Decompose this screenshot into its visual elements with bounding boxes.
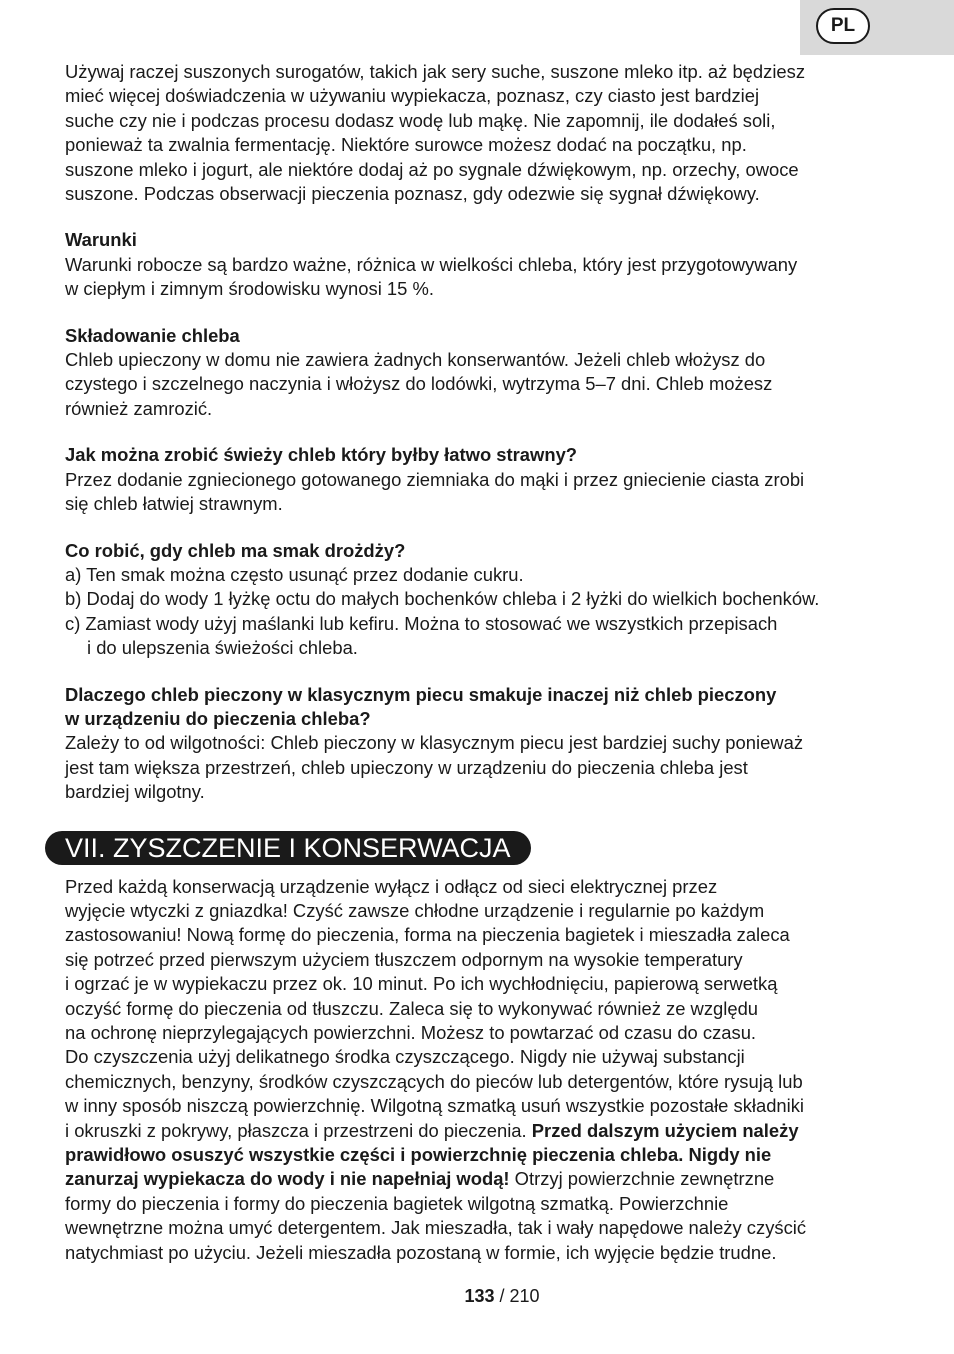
list-item-continuation: i do ulepszenia świeżości chleba. <box>87 637 358 659</box>
text-line: i ogrzać je w wypiekaczu przez ok. 10 minut. Po ich wychłodnięciu, papierową serwetką <box>65 973 778 995</box>
list-item: c) Zamiast wody użyj maślanki lub kefiru. Można to stosować we wszystkich przepisach <box>65 612 778 634</box>
language-badge: PL <box>816 8 870 44</box>
page-content <box>65 60 895 1265</box>
text-line: ponieważ ta zwalnia fermentację. Niektóre surowce możesz dodać na początku, np. <box>65 134 747 156</box>
section-paragraph <box>65 875 895 1266</box>
text-line: oczyść formę do pieczenia od tłuszczu. Zaleca się to wykonywać również ze względu <box>65 997 759 1019</box>
heading-drozdzy: Co robić, gdy chleb ma smak drożdży? <box>65 539 406 561</box>
text-line <box>65 1167 895 1191</box>
text-bold-warning: prawidłowo osuszyć wszystkie części i powierzchnię pieczenia chleba. Nigdy nie <box>65 1144 772 1166</box>
text-line: natychmiast po użyciu. Jeżeli mieszadła pozostaną w formie, ich wyjęcie będzie trudne. <box>65 1241 777 1263</box>
current-page: 133 <box>464 1286 495 1306</box>
heading-warunki: Warunki <box>65 229 137 251</box>
text-line: na ochronę nieprzylegających powierzchni. Możesz to powtarzać od czasu do czasu. <box>65 1022 757 1043</box>
text-line: Przez dodanie zgniecionego gotowanego ziemniaka do mąki i przez gniecienie ciasta zrobi <box>65 468 805 490</box>
text-normal: Otrzyj powierzchnie zewnętrzne <box>509 1168 775 1190</box>
text-line: mieć więcej doświadczenia w używaniu wypiekacza, poznasz, czy ciasto jest bardziej <box>65 85 760 107</box>
text-bold-warning: Przed dalszym użyciem należy <box>531 1119 799 1141</box>
text-line: Przed każdą konserwacją urządzenie wyłącz i odłącz od sieci elektrycznej przez <box>65 875 718 897</box>
text-line: Używaj raczej suszonych surogatów, takich jak sery suche, suszone mleko itp. aż będziesz <box>65 61 806 82</box>
text-line <box>65 1119 895 1143</box>
text-line: suszone. Podczas obserwacji pieczenia poznasz, gdy odezwie się sygnał dźwiękowy. <box>65 183 760 205</box>
text-line: się chleb łatwiej strawnym. <box>65 493 283 515</box>
text-line: Do czyszczenia użyj delikatnego środka czyszczącego. Nigdy nie używaj substancji <box>65 1046 745 1068</box>
text-line: również zamrozić. <box>65 397 213 419</box>
text-line: formy do pieczenia i formy do pieczenia bagietek wilgotną szmatką. Powierzchnie <box>65 1192 729 1214</box>
text-line: suszone mleko i jogurt, ale niektóre dodaj aż po sygnale dźwiękowym, np. orzechy, owoce <box>65 158 799 180</box>
text-normal: i okruszki z pokrywy, płaszcza i przestrzeni do pieczenia. <box>65 1119 532 1141</box>
text-line: wewnętrzne można umyć detergentem. Jak mieszadła, tak i wały napędowe należy czyścić <box>65 1217 807 1239</box>
text-line: bardziej wilgotny. <box>65 781 205 803</box>
text-line: suche czy nie i podczas procesu dodasz wodę lub mąkę. Nie zapomnij, ile dodałeś soli, <box>65 109 776 131</box>
text-line: się potrzeć przed pierwszym użyciem tłuszczem odpornym na wysokie temperatury <box>65 948 743 970</box>
section-title: VII. ZYSZCZENIE I KONSERWACJA <box>45 831 531 865</box>
text-line: zastosowaniu! Nową formę do pieczenia, forma na pieczenia bagietek i mieszadła zaleca <box>65 924 790 946</box>
intro-paragraph <box>65 60 895 206</box>
heading-strawny: Jak można zrobić świeży chleb który byłby łatwo strawny? <box>65 444 578 466</box>
language-tab <box>800 0 954 55</box>
text-line: wyjęcie wtyczki z gniazdka! Czyść zawsze chłodne urządzenie i regularnie po każdym <box>65 899 765 921</box>
text-bold-warning: zanurzaj wypiekacza do wody i nie napełniaj wodą! <box>65 1168 510 1190</box>
text-line: chemicznych, benzyny, środków czyszczących do pieców lub detergentów, które rysują lub <box>65 1070 803 1092</box>
text-line: w inny sposób niszczą powierzchnię. Wilgotną szmatką usuń wszystkie pozostałe składniki <box>65 1095 805 1117</box>
heading-skladowanie: Składowanie chleba <box>65 324 240 346</box>
text-line: czystego i szczelnego naczynia i włożysz do lodówki, wytrzyma 5–7 dni. Chleb możesz <box>65 373 773 395</box>
heading-klasyczny: Dlaczego chleb pieczony w klasycznym piecu smakuje inaczej niż chleb pieczony <box>65 683 777 705</box>
text-line: jest tam większa przestrzeń, chleb upieczony w urządzeniu do pieczenia chleba jest <box>65 756 748 778</box>
text-line: Warunki robocze są bardzo ważne, różnica w wielkości chleba, który jest przygotowywany <box>65 253 798 275</box>
text-line: Zależy to od wilgotności: Chleb pieczony w klasycznym piecu jest bardziej suchy ponieważ <box>65 732 804 754</box>
list-item: a) Ten smak można często usunąć przez dodanie cukru. <box>65 563 524 585</box>
page-number <box>0 1286 954 1307</box>
list-item: b) Dodaj do wody 1 łyżkę octu do małych bochenków chleba i 2 łyżki do wielkich bochenków. <box>65 588 820 610</box>
text-line: Chleb upieczony w domu nie zawiera żadnych konserwantów. Jeżeli chleb włożysz do <box>65 349 766 371</box>
total-pages: / 210 <box>494 1286 540 1306</box>
text-line: w ciepłym i zimnym środowisku wynosi 15 %. <box>65 278 434 300</box>
heading-klasyczny-cont: w urządzeniu do pieczenia chleba? <box>65 707 371 729</box>
